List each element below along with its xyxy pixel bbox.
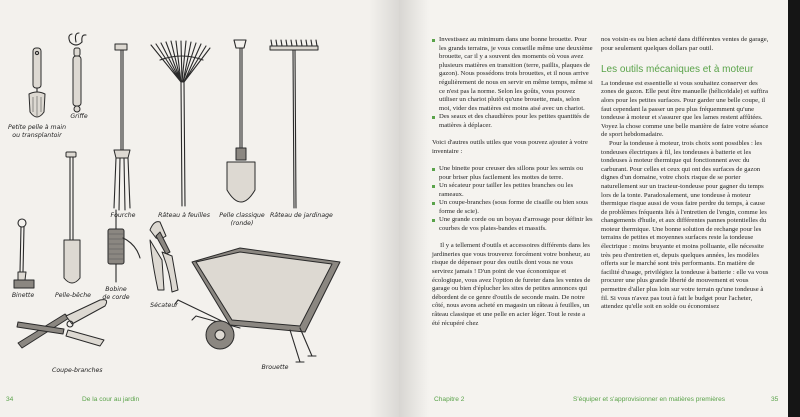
leaf-rake-drawing bbox=[151, 41, 210, 206]
label-spade: Pelle classique (ronde) bbox=[219, 212, 265, 227]
body-paragraph: Pour la tondeuse à moteur, trois choix sont possibles : les tondeuses électriques à fil, les tondeuses à batterie et les tondeuses à moteur thermique qui fonctionnent avec du carburant. Pour celles et ceux qui ont des surfaces de gazon dignes d'un domaine, votre choix risque de se porter naturellement sur un tracteur-tondeuse pour gagner du temps lors de la tonte. Paradoxalement, une tondeuse à moteur thermique risque aussi de vous faire perdre du temps, à cause de problèmes fréquents liés à l'entretien de l'engin, comme les changements d'huile, et aux différentes pannes potentielles du moteur thermique. Une bonne solution de rechange pour les terrains de petites et moyennes surfaces reste la tondeuse électrique : moins bruyante et moins polluante, elle nécessite très peu d'entretien et, depuis quelques années, les modèles offerts sur le marché sont très performants. En matière de facilité d'usage, privilégiez la tondeuse à batterie : elle va vous procurer une plus grande liberté de mouvement et vous permettre d'aller plus loin sur votre terrain qu'une tondeuse à fil. Si vous n'avez pas tout à fait le budget pour l'acheter, attendez qu'elle soit en solde ou économisez bbox=[601, 139, 769, 311]
chapter-label: Chapitre 2 bbox=[434, 396, 465, 403]
left-page-number: 34 bbox=[6, 396, 14, 403]
fork-drawing bbox=[114, 44, 130, 210]
bullet-list-mid bbox=[432, 165, 593, 234]
right-running-title: S'équiper et s'approvisionner en matières premières bbox=[573, 396, 726, 403]
trowel-drawing bbox=[29, 48, 45, 117]
right-page-number: 35 bbox=[771, 396, 779, 403]
claw-drawing bbox=[69, 33, 86, 112]
wheelbarrow-drawing bbox=[175, 248, 340, 362]
section-heading: Les outils mécaniques et à moteur bbox=[601, 63, 754, 75]
body-paragraph: La tondeuse est essentielle si vous souhaitez conserver des zones de gazon. Elle peut être manuelle (hélicoïdale) et suffira alors pour les petites surfaces. Pour garder une belle coupe, il faut cependant la passer un peu plus fréquemment qu'une tondeuse à moteur et s'assurer que les lames restent affûtées. Voyez la chose comme une belle manière de faire votre séance de sport hebdomadaire. bbox=[601, 79, 769, 139]
spade-fork-drawing bbox=[64, 152, 80, 283]
label-leaf-rake: Râteau à feuilles bbox=[158, 212, 210, 219]
list-item: Investissez au minimum dans une bonne brouette. Pour les grands terrains, je vous conseille même une deuxième brouette, car il y a souvent des moments où vous avez plusieurs matières en transition (terre, paillis, plaques de gazon). Nous possédons trois brouettes, et il nous arrive régulièrement de nous en servir en même temps, même si ce n'est pas la norme. Selon les goûts, vous pouvez utiliser un chariot plutôt qu'une brouette, mais, selon moi, vider des matières est moins aisé avec un chariot. bbox=[432, 36, 593, 113]
label-hoe: Binette bbox=[11, 292, 35, 299]
intro-paragraph: Voici d'autres outils utiles que vous pouvez ajouter à votre inventaire : bbox=[432, 139, 588, 155]
label-trowel: Petite pelle à main ou transplantoir bbox=[7, 124, 67, 139]
label-garden-rake: Râteau de jardinage bbox=[270, 212, 333, 219]
loppers-drawing bbox=[17, 300, 107, 348]
label-claw: Griffe bbox=[70, 113, 88, 120]
label-spade-fork: Pelle-bêche bbox=[55, 292, 91, 299]
text-column-1 bbox=[432, 36, 593, 328]
label-string-spool: Bobine de corde bbox=[102, 286, 130, 301]
string-spool-drawing bbox=[108, 210, 140, 282]
bullet-list-top bbox=[432, 36, 593, 131]
garden-tools-illustration bbox=[0, 0, 399, 417]
list-item: Une grande corde ou un boyau d'arrosage pour définir les courbes de vos plates-bandes et massifs. bbox=[432, 216, 593, 233]
list-item: Un sécateur pour tailler les petites branches ou les rameaux. bbox=[432, 182, 593, 199]
list-item: Un coupe-branches (sous forme de cisaille ou bien sous forme de scie). bbox=[432, 199, 593, 216]
left-page bbox=[0, 0, 399, 417]
pruner-drawing bbox=[150, 222, 178, 292]
left-running-title: De la cour au jardin bbox=[82, 396, 140, 403]
label-fork: Fourche bbox=[110, 212, 136, 219]
continued-paragraph: nos voisin·es ou bien acheté dans différentes ventes de garage, pour seulement quelques dollars par outil. bbox=[601, 36, 769, 52]
garden-rake-drawing bbox=[270, 40, 318, 208]
label-loppers: Coupe-branches bbox=[52, 367, 103, 374]
label-wheelbarrow: Brouette bbox=[261, 364, 289, 371]
list-item: Des seaux et des chaudières pour les petites quantités de matières à déplacer. bbox=[432, 113, 593, 130]
list-item: Une binette pour creuser des sillons pour les semis ou pour briser plus facilement les mottes de terre. bbox=[432, 165, 593, 182]
spade-drawing bbox=[227, 40, 255, 202]
right-page bbox=[399, 0, 788, 417]
label-pruner: Sécateur bbox=[150, 302, 178, 309]
hoe-drawing bbox=[14, 219, 34, 288]
text-column-2 bbox=[601, 36, 769, 312]
body-paragraph: Il y a tellement d'outils et accessoires différents dans les jardineries que vous trouverez forcément votre bonheur, au risque de dépenser pour des outils dont vous ne vous servirez jamais ! D'un point de vue économique et écologique, vous avez l'option de fureter dans les ventes de garage ou bien d'éplucher les sites de petites annonces qui débordent de ce genre d'outils de seconde main. De notre côté, nous avons acheté en magasin un râteau à feuilles, un râteau classique et une pelle en acier léger. Tout le reste a été récupéré chez bbox=[432, 242, 591, 327]
